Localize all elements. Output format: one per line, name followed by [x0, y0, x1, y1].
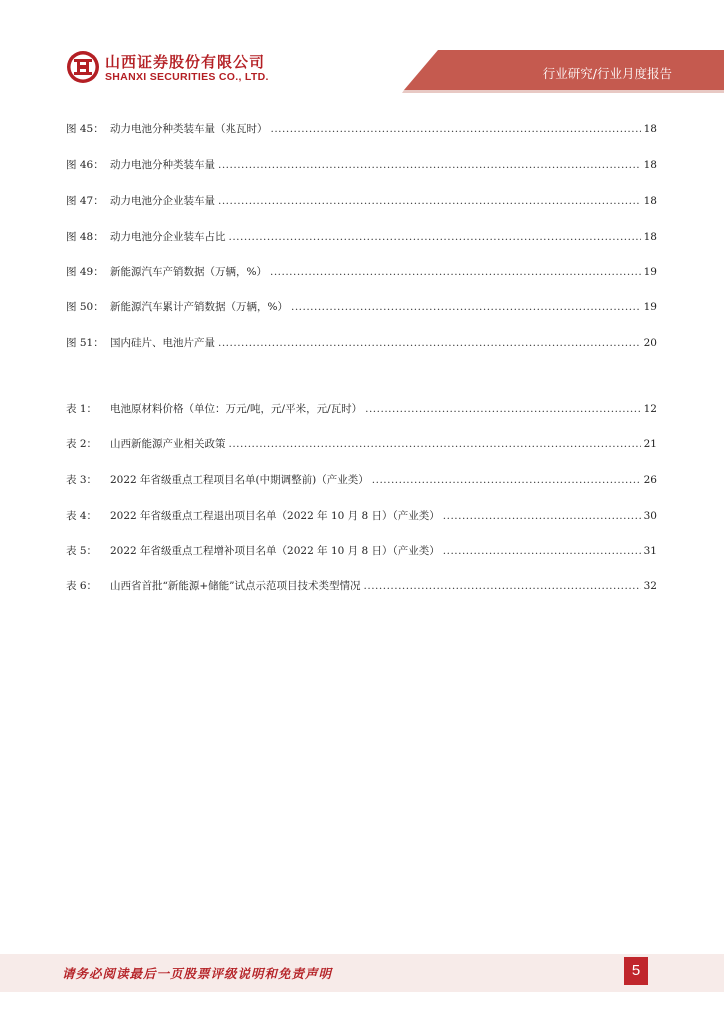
toc-entry[interactable]	[66, 508, 657, 524]
toc-page-number: 20	[643, 337, 657, 349]
toc-number: 表 4：	[66, 510, 98, 522]
toc-page-number: 18	[643, 231, 657, 243]
toc-entry[interactable]	[66, 335, 657, 351]
toc-entry[interactable]	[66, 157, 657, 173]
toc-entry[interactable]	[66, 436, 657, 452]
toc-number: 图 49：	[66, 266, 104, 278]
disclaimer: 请务必阅读最后一页股票评级说明和免责声明	[62, 966, 333, 981]
toc-leader	[218, 159, 641, 171]
page-header	[0, 0, 724, 100]
toc-leader	[364, 580, 641, 592]
header-banner	[0, 0, 724, 100]
toc-number: 表 1：	[66, 403, 98, 415]
toc-title: 新能源汽车产销数据（万辆，%）	[110, 266, 267, 278]
toc-leader	[365, 403, 641, 415]
toc-page-number: 31	[643, 545, 657, 557]
toc-title: 电池原材料价格（单位：万元/吨，元/平米，元/瓦时）	[110, 403, 363, 415]
toc-leader	[270, 266, 641, 278]
toc-number: 图 51：	[66, 337, 104, 349]
toc-number: 图 45：	[66, 123, 104, 135]
toc-entry[interactable]	[66, 299, 657, 315]
toc-number: 表 3：	[66, 474, 98, 486]
toc-title: 2022 年省级重点工程增补项目名单（2022 年 10 月 8 日）（产业类）	[110, 545, 440, 557]
toc-number: 表 2：	[66, 438, 98, 450]
toc-page-number: 21	[643, 438, 657, 450]
toc-page-number: 18	[643, 123, 657, 135]
toc-page-number: 32	[643, 580, 657, 592]
toc-number: 图 46：	[66, 159, 104, 171]
toc-title: 动力电池分种类装车量	[110, 159, 215, 171]
toc-entry[interactable]	[66, 578, 657, 594]
toc-number: 表 5：	[66, 545, 98, 557]
toc-leader	[229, 438, 641, 450]
toc-title: 新能源汽车累计产销数据（万辆，%）	[110, 301, 288, 313]
toc-page-number: 18	[643, 159, 657, 171]
toc-entry[interactable]	[66, 193, 657, 209]
toc-entry[interactable]	[66, 472, 657, 488]
toc-entry[interactable]	[66, 229, 657, 245]
toc-leader	[291, 301, 641, 313]
toc-leader	[271, 123, 641, 135]
toc-number: 图 48：	[66, 231, 104, 243]
toc-entry[interactable]	[66, 401, 657, 417]
toc-number: 图 47：	[66, 195, 104, 207]
toc-entry[interactable]	[66, 121, 657, 137]
report-type: 行业研究/行业月度报告	[542, 66, 672, 81]
toc-title: 2022 年省级重点工程退出项目名单（2022 年 10 月 8 日）（产业类）	[110, 510, 440, 522]
company-name-en: SHANXI SECURITIES CO., LTD.	[105, 71, 269, 83]
toc-number: 表 6：	[66, 580, 98, 592]
toc-page-number: 18	[643, 195, 657, 207]
page-number: 5	[624, 957, 648, 985]
toc-leader	[218, 337, 641, 349]
toc-entry[interactable]	[66, 264, 657, 280]
toc-page-number: 19	[643, 266, 657, 278]
toc-page-number: 26	[643, 474, 657, 486]
toc-page-number: 19	[643, 301, 657, 313]
toc-title: 动力电池分企业装车占比	[110, 231, 226, 243]
toc-title: 国内硅片、电池片产量	[110, 337, 215, 349]
toc-title: 山西新能源产业相关政策	[110, 438, 226, 450]
shanxi-securities-logo-icon	[66, 50, 100, 84]
toc-page-number: 12	[643, 403, 657, 415]
toc-title: 动力电池分企业装车量	[110, 195, 215, 207]
toc-leader	[229, 231, 641, 243]
toc-number: 图 50：	[66, 301, 104, 313]
toc-leader	[218, 195, 641, 207]
toc-leader	[372, 474, 641, 486]
toc-title: 动力电池分种类装车量（兆瓦时）	[110, 123, 268, 135]
toc-leader	[443, 545, 641, 557]
toc-title: 2022 年省级重点工程项目名单(中期调整前)（产业类）	[110, 474, 369, 486]
company-name-cn: 山西证券股份有限公司	[105, 53, 266, 71]
toc-page-number: 30	[643, 510, 657, 522]
toc-entry[interactable]	[66, 543, 657, 559]
toc-leader	[443, 510, 641, 522]
toc-title: 山西省首批“新能源+储能”试点示范项目技术类型情况	[110, 580, 361, 592]
